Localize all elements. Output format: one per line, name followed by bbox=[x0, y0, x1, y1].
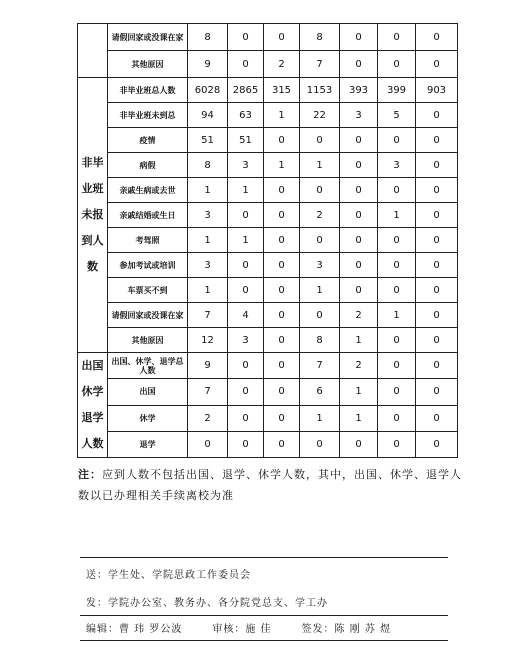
value-cell: 0 bbox=[416, 128, 458, 153]
value-cell: 0 bbox=[378, 128, 416, 153]
footer-signatures bbox=[86, 620, 391, 635]
value-cell: 3 bbox=[340, 103, 378, 128]
value-cell: 0 bbox=[264, 431, 300, 457]
value-cell: 0 bbox=[378, 328, 416, 353]
value-cell: 6 bbox=[300, 379, 340, 405]
value-cell: 4 bbox=[228, 303, 264, 328]
value-cell: 0 bbox=[264, 328, 300, 353]
table-row bbox=[78, 431, 458, 457]
group-header: 非毕业班未报到人数 bbox=[78, 78, 108, 353]
value-cell: 0 bbox=[340, 431, 378, 457]
value-cell: 0 bbox=[340, 278, 378, 303]
value-cell: 0 bbox=[416, 103, 458, 128]
value-cell: 0 bbox=[416, 203, 458, 228]
value-cell: 0 bbox=[416, 51, 458, 78]
value-cell: 0 bbox=[300, 431, 340, 457]
table-row bbox=[78, 178, 458, 203]
value-cell: 1 bbox=[264, 153, 300, 178]
footer-rule-bottom bbox=[80, 640, 448, 641]
value-cell: 2 bbox=[300, 203, 340, 228]
value-cell: 9 bbox=[188, 51, 228, 78]
value-cell: 1 bbox=[340, 405, 378, 431]
value-cell: 0 bbox=[378, 24, 416, 51]
value-cell: 2 bbox=[188, 405, 228, 431]
row-label: 出国 bbox=[108, 379, 188, 405]
value-cell: 12 bbox=[188, 328, 228, 353]
value-cell: 0 bbox=[300, 303, 340, 328]
row-label: 非毕业班未到总 bbox=[108, 103, 188, 128]
value-cell: 1 bbox=[228, 228, 264, 253]
value-cell: 0 bbox=[264, 203, 300, 228]
value-cell: 1 bbox=[188, 278, 228, 303]
value-cell: 1 bbox=[378, 203, 416, 228]
value-cell: 0 bbox=[300, 228, 340, 253]
value-cell: 0 bbox=[228, 253, 264, 278]
value-cell: 1 bbox=[340, 328, 378, 353]
footer-send-to: 送：学生处、学院思政工作委员会 bbox=[86, 570, 251, 581]
table-row bbox=[78, 153, 458, 178]
value-cell: 0 bbox=[228, 51, 264, 78]
value-cell: 7 bbox=[300, 51, 340, 78]
footer-rule-middle bbox=[80, 615, 448, 616]
value-cell: 0 bbox=[264, 303, 300, 328]
table-row bbox=[78, 303, 458, 328]
value-cell: 0 bbox=[340, 203, 378, 228]
row-label: 参加考试或培训 bbox=[108, 253, 188, 278]
value-cell: 0 bbox=[416, 153, 458, 178]
value-cell: 0 bbox=[264, 228, 300, 253]
footer-reviewer: 审核：施 佳 bbox=[212, 624, 272, 635]
value-cell: 0 bbox=[264, 24, 300, 51]
note-text: 应到人数不包括出国、退学、休学人数，其中，出国、休学、退学人数以已办理相关手续离校为准 bbox=[78, 468, 462, 502]
value-cell: 7 bbox=[188, 303, 228, 328]
value-cell: 51 bbox=[228, 128, 264, 153]
footer-issue-to: 发：学院办公室、教务办、各分院党总支、学工办 bbox=[86, 598, 328, 609]
value-cell: 0 bbox=[378, 405, 416, 431]
row-label: 休学 bbox=[108, 405, 188, 431]
statistics-table bbox=[77, 23, 458, 458]
value-cell: 0 bbox=[264, 278, 300, 303]
value-cell: 3 bbox=[188, 253, 228, 278]
value-cell: 0 bbox=[416, 328, 458, 353]
value-cell: 1 bbox=[340, 379, 378, 405]
value-cell: 2865 bbox=[228, 78, 264, 103]
value-cell: 0 bbox=[340, 128, 378, 153]
value-cell: 0 bbox=[378, 353, 416, 379]
table-row bbox=[78, 78, 458, 103]
group-header-continued bbox=[78, 24, 108, 78]
table-row bbox=[78, 253, 458, 278]
value-cell: 1 bbox=[300, 153, 340, 178]
row-label: 亲戚生病或去世 bbox=[108, 178, 188, 203]
value-cell: 0 bbox=[416, 278, 458, 303]
row-label: 其他原因 bbox=[108, 51, 188, 78]
value-cell: 0 bbox=[340, 178, 378, 203]
value-cell: 0 bbox=[416, 431, 458, 457]
value-cell: 0 bbox=[228, 353, 264, 379]
value-cell: 0 bbox=[264, 405, 300, 431]
table-row bbox=[78, 228, 458, 253]
value-cell: 2 bbox=[340, 303, 378, 328]
value-cell: 9 bbox=[188, 353, 228, 379]
value-cell: 94 bbox=[188, 103, 228, 128]
table-row bbox=[78, 203, 458, 228]
footer-rule-top bbox=[80, 557, 448, 558]
note-prefix: 注： bbox=[78, 468, 102, 481]
value-cell: 0 bbox=[264, 178, 300, 203]
value-cell: 0 bbox=[300, 178, 340, 203]
value-cell: 1 bbox=[264, 103, 300, 128]
value-cell: 0 bbox=[340, 228, 378, 253]
value-cell: 0 bbox=[300, 128, 340, 153]
value-cell: 0 bbox=[264, 379, 300, 405]
value-cell: 0 bbox=[416, 303, 458, 328]
value-cell: 7 bbox=[300, 353, 340, 379]
row-label: 其他原因 bbox=[108, 328, 188, 353]
table-note bbox=[78, 464, 468, 506]
value-cell: 0 bbox=[188, 431, 228, 457]
value-cell: 0 bbox=[378, 51, 416, 78]
value-cell: 0 bbox=[378, 379, 416, 405]
value-cell: 0 bbox=[378, 228, 416, 253]
value-cell: 0 bbox=[378, 431, 416, 457]
row-label: 退学 bbox=[108, 431, 188, 457]
value-cell: 7 bbox=[188, 379, 228, 405]
table-row bbox=[78, 328, 458, 353]
value-cell: 0 bbox=[416, 24, 458, 51]
footer-signer: 签发：陈 刚 苏 煜 bbox=[301, 624, 392, 635]
value-cell: 3 bbox=[378, 153, 416, 178]
value-cell: 0 bbox=[416, 253, 458, 278]
table-row bbox=[78, 51, 458, 78]
footer-editor: 编辑：曹 玮 罗公波 bbox=[86, 624, 183, 635]
value-cell: 8 bbox=[300, 24, 340, 51]
table-row bbox=[78, 24, 458, 51]
value-cell: 0 bbox=[378, 178, 416, 203]
value-cell: 0 bbox=[416, 405, 458, 431]
value-cell: 51 bbox=[188, 128, 228, 153]
value-cell: 2 bbox=[264, 51, 300, 78]
value-cell: 0 bbox=[228, 379, 264, 405]
value-cell: 6028 bbox=[188, 78, 228, 103]
value-cell: 63 bbox=[228, 103, 264, 128]
value-cell: 1 bbox=[188, 178, 228, 203]
value-cell: 3 bbox=[300, 253, 340, 278]
value-cell: 1 bbox=[378, 303, 416, 328]
value-cell: 8 bbox=[188, 153, 228, 178]
value-cell: 399 bbox=[378, 78, 416, 103]
value-cell: 0 bbox=[264, 253, 300, 278]
row-label: 非毕业班总人数 bbox=[108, 78, 188, 103]
value-cell: 3 bbox=[188, 203, 228, 228]
group-header: 出国休学退学人数 bbox=[78, 353, 108, 458]
table-row bbox=[78, 103, 458, 128]
value-cell: 0 bbox=[264, 353, 300, 379]
row-label: 车票买不到 bbox=[108, 278, 188, 303]
row-label: 亲戚结婚或生日 bbox=[108, 203, 188, 228]
value-cell: 0 bbox=[264, 128, 300, 153]
value-cell: 0 bbox=[228, 405, 264, 431]
value-cell: 0 bbox=[228, 24, 264, 51]
value-cell: 315 bbox=[264, 78, 300, 103]
value-cell: 0 bbox=[340, 51, 378, 78]
value-cell: 8 bbox=[188, 24, 228, 51]
row-label: 病假 bbox=[108, 153, 188, 178]
table-row bbox=[78, 278, 458, 303]
row-label: 请假回家或没课在家 bbox=[108, 24, 188, 51]
value-cell: 0 bbox=[378, 278, 416, 303]
table-row bbox=[78, 353, 458, 379]
row-label: 疫情 bbox=[108, 128, 188, 153]
value-cell: 8 bbox=[300, 328, 340, 353]
value-cell: 1 bbox=[188, 228, 228, 253]
row-label: 出国、休学、退学总人数 bbox=[108, 353, 188, 379]
value-cell: 0 bbox=[228, 278, 264, 303]
value-cell: 393 bbox=[340, 78, 378, 103]
value-cell: 2 bbox=[340, 353, 378, 379]
value-cell: 0 bbox=[416, 178, 458, 203]
value-cell: 1 bbox=[300, 278, 340, 303]
value-cell: 1 bbox=[228, 178, 264, 203]
row-label: 考驾照 bbox=[108, 228, 188, 253]
table-body bbox=[78, 24, 458, 458]
value-cell: 0 bbox=[416, 379, 458, 405]
value-cell: 0 bbox=[340, 253, 378, 278]
value-cell: 3 bbox=[228, 153, 264, 178]
value-cell: 1 bbox=[300, 405, 340, 431]
table-row bbox=[78, 128, 458, 153]
value-cell: 0 bbox=[228, 203, 264, 228]
table-row bbox=[78, 379, 458, 405]
value-cell: 0 bbox=[340, 153, 378, 178]
table-row bbox=[78, 405, 458, 431]
value-cell: 5 bbox=[378, 103, 416, 128]
value-cell: 1153 bbox=[300, 78, 340, 103]
value-cell: 0 bbox=[378, 253, 416, 278]
value-cell: 0 bbox=[416, 353, 458, 379]
value-cell: 0 bbox=[416, 228, 458, 253]
value-cell: 903 bbox=[416, 78, 458, 103]
row-label: 请假回家或没课在家 bbox=[108, 303, 188, 328]
value-cell: 0 bbox=[228, 431, 264, 457]
value-cell: 22 bbox=[300, 103, 340, 128]
value-cell: 0 bbox=[340, 24, 378, 51]
value-cell: 3 bbox=[228, 328, 264, 353]
